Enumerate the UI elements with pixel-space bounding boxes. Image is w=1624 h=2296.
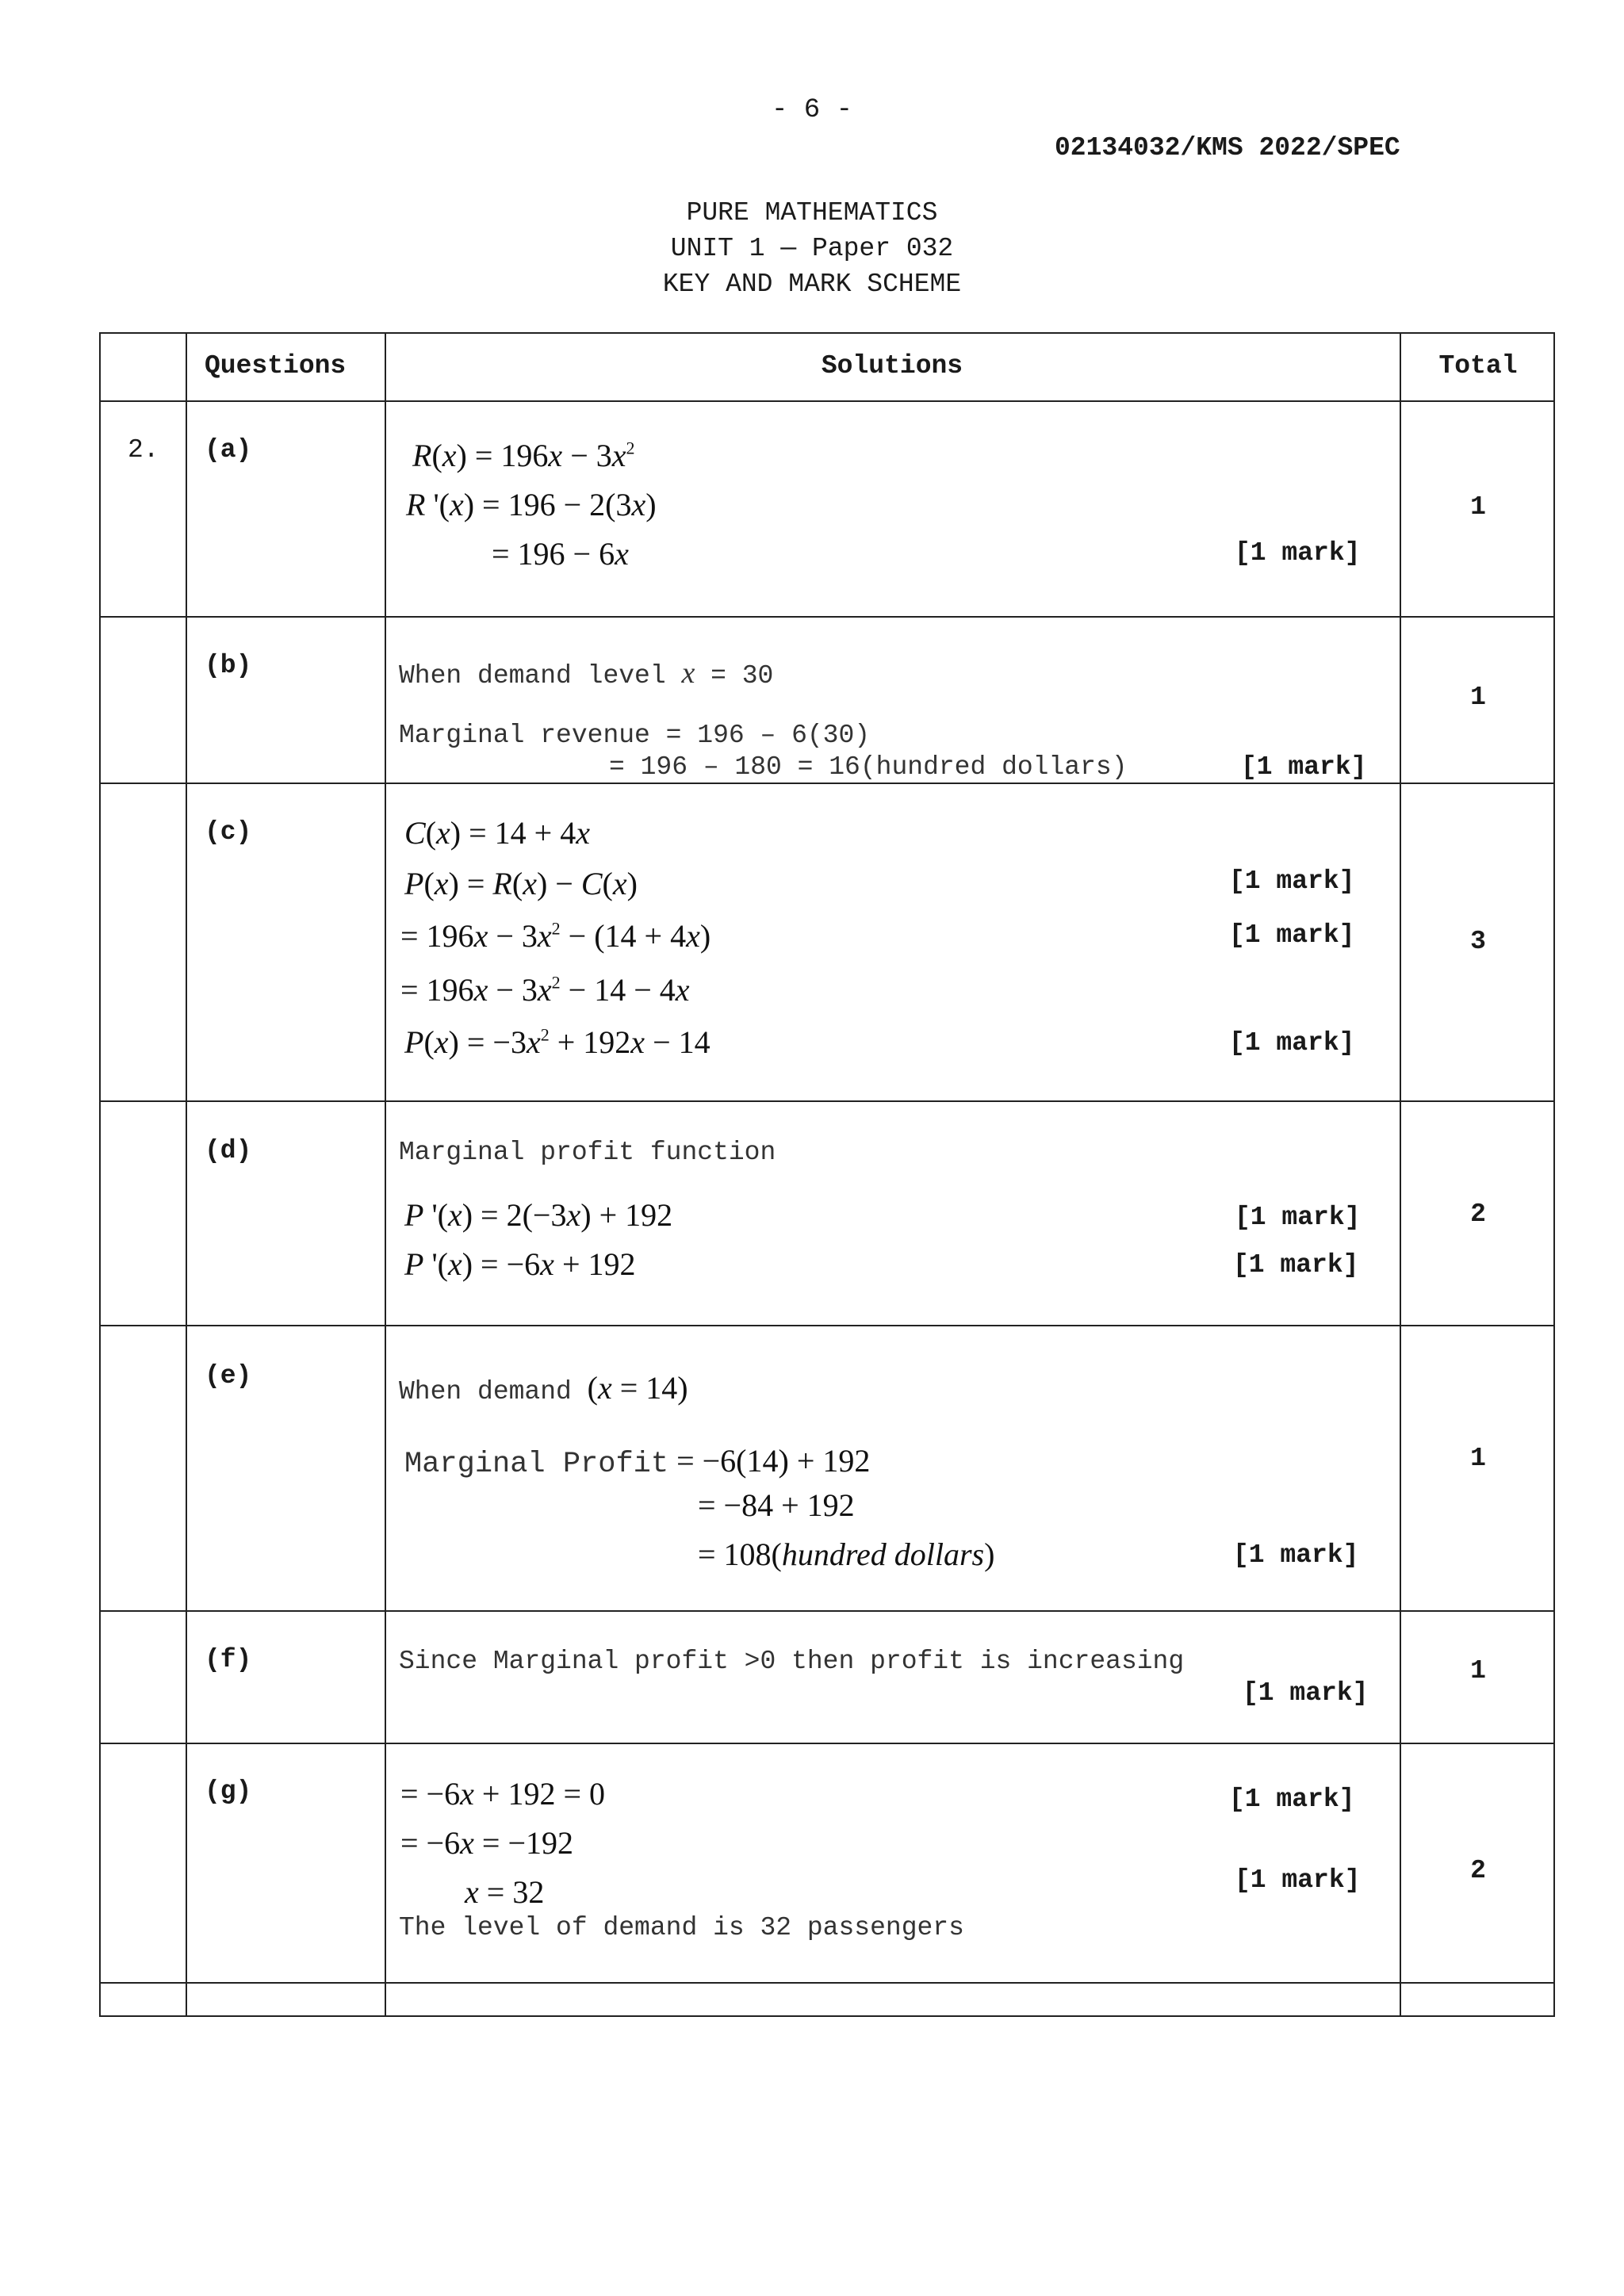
page-number: - 6 - <box>771 95 853 125</box>
demand-level-text <box>399 656 773 691</box>
total-b: 1 <box>1470 683 1486 712</box>
mark-label: [1 mark] <box>1229 867 1355 896</box>
mark-label: [1 mark] <box>1233 1540 1359 1570</box>
part-label-b: (b) <box>205 651 252 680</box>
column-divider <box>385 334 386 2015</box>
demand-level-suffix: = 30 <box>695 661 774 691</box>
equation-profit-expanded: = $196x - 3x^2 - 14 - 4x$ <box>400 972 690 1008</box>
mark-label: [1 mark] <box>1233 1250 1359 1280</box>
part-label-c: (c) <box>205 817 252 847</box>
header-solutions: Solutions <box>821 351 963 381</box>
mark-label: [1 mark] <box>1235 1203 1361 1232</box>
column-divider <box>186 334 187 2015</box>
part-label-e: (e) <box>205 1361 252 1391</box>
marginal-revenue-text: Marginal revenue = 196 – 6(30) <box>399 721 871 750</box>
equation-rearranged: = −6x = −192 <box>400 1825 574 1861</box>
mark-label: [1 mark] <box>1243 1678 1369 1708</box>
total-a: 1 <box>1470 492 1486 522</box>
column-divider <box>1400 334 1401 2015</box>
equation-marginal-profit-simplified: P '(x) = −6x + 192 <box>404 1246 636 1282</box>
profit-increasing-text: Since Marginal profit >0 then profit is increasing <box>399 1647 1185 1676</box>
equation-demand-value: (x = 14) <box>587 1370 688 1406</box>
total-c: 3 <box>1470 927 1486 956</box>
equation-revenue: $R(x) = 196x - 3x^2$ <box>412 438 635 473</box>
header-questions: Questions <box>205 351 347 381</box>
row-divider <box>101 1982 1553 1984</box>
title-line-subject: PURE MATHEMATICS <box>686 198 938 228</box>
row-divider <box>101 1743 1553 1744</box>
equation-profit-substitution: = $196x - 3x^2 - (14 + 4x)$ <box>400 918 711 954</box>
marginal-profit-heading: Marginal profit function <box>399 1138 776 1167</box>
mark-label: [1 mark] <box>1229 1028 1355 1058</box>
demand-text <box>399 1369 688 1406</box>
equation-profit-definition: P(x) = R(x) − C(x) <box>404 866 638 901</box>
title-line-scheme: KEY AND MARK SCHEME <box>662 270 962 299</box>
equation-profit-function: $P(x) = -3x^2 + 192x - 14$ <box>404 1024 710 1060</box>
total-f: 1 <box>1470 1656 1486 1686</box>
document-title <box>0 195 1624 302</box>
title-line-unit: UNIT 1 — Paper 032 <box>670 234 954 263</box>
mark-label: [1 mark] <box>1235 1866 1361 1895</box>
marginal-revenue-result: = 196 – 180 = 16(hundred dollars) <box>609 752 1128 782</box>
mark-label: [1 mark] <box>1235 538 1361 568</box>
demand-prefix: When demand <box>399 1377 588 1406</box>
equation-solution: x = 32 <box>465 1874 545 1910</box>
part-label-f: (f) <box>205 1645 252 1674</box>
part-label-g: (g) <box>205 1777 252 1806</box>
row-divider <box>101 1325 1553 1326</box>
mark-scheme-table <box>99 332 1555 2017</box>
marginal-profit-text: Marginal Profit <box>404 1448 669 1481</box>
mark-label: [1 mark] <box>1229 920 1355 950</box>
row-divider <box>101 1100 1553 1102</box>
row-divider <box>101 400 1553 402</box>
part-label-a: (a) <box>205 435 252 465</box>
equation-zero-condition: = −6x + 192 = 0 <box>400 1776 606 1812</box>
variable-x: x <box>681 656 695 690</box>
row-divider <box>101 616 1553 618</box>
row-divider <box>101 783 1553 784</box>
total-d: 2 <box>1470 1200 1486 1229</box>
equation-marginal-profit-value: = −6(14) + 192 <box>668 1443 871 1479</box>
equation-cost: C(x) = 14 + 4x <box>404 815 590 851</box>
part-label-d: (d) <box>205 1136 252 1165</box>
equation-marginal-profit-step: = −84 + 192 <box>698 1487 855 1523</box>
document-code: 02134032/KMS 2022/SPEC <box>1055 133 1400 163</box>
conclusion-text: The level of demand is 32 passengers <box>399 1913 964 1942</box>
equation-marginal-revenue: R '(x) = 196 − 2(3x) <box>406 487 657 522</box>
total-e: 1 <box>1470 1444 1486 1473</box>
demand-level-prefix: When demand level <box>399 661 682 691</box>
equation-marginal-revenue-simplified: = 196 − 6x <box>492 536 629 572</box>
marginal-profit-label <box>404 1442 870 1481</box>
mark-label: [1 mark] <box>1241 752 1367 782</box>
mark-label: [1 mark] <box>1229 1785 1355 1814</box>
question-number: 2. <box>128 435 159 465</box>
header-total: Total <box>1438 351 1518 381</box>
total-g: 2 <box>1470 1856 1486 1885</box>
equation-marginal-profit-result: = 108(hundred dollars) <box>698 1536 995 1572</box>
row-divider <box>101 1610 1553 1612</box>
equation-marginal-profit: P '(x) = 2(−3x) + 192 <box>404 1197 673 1233</box>
